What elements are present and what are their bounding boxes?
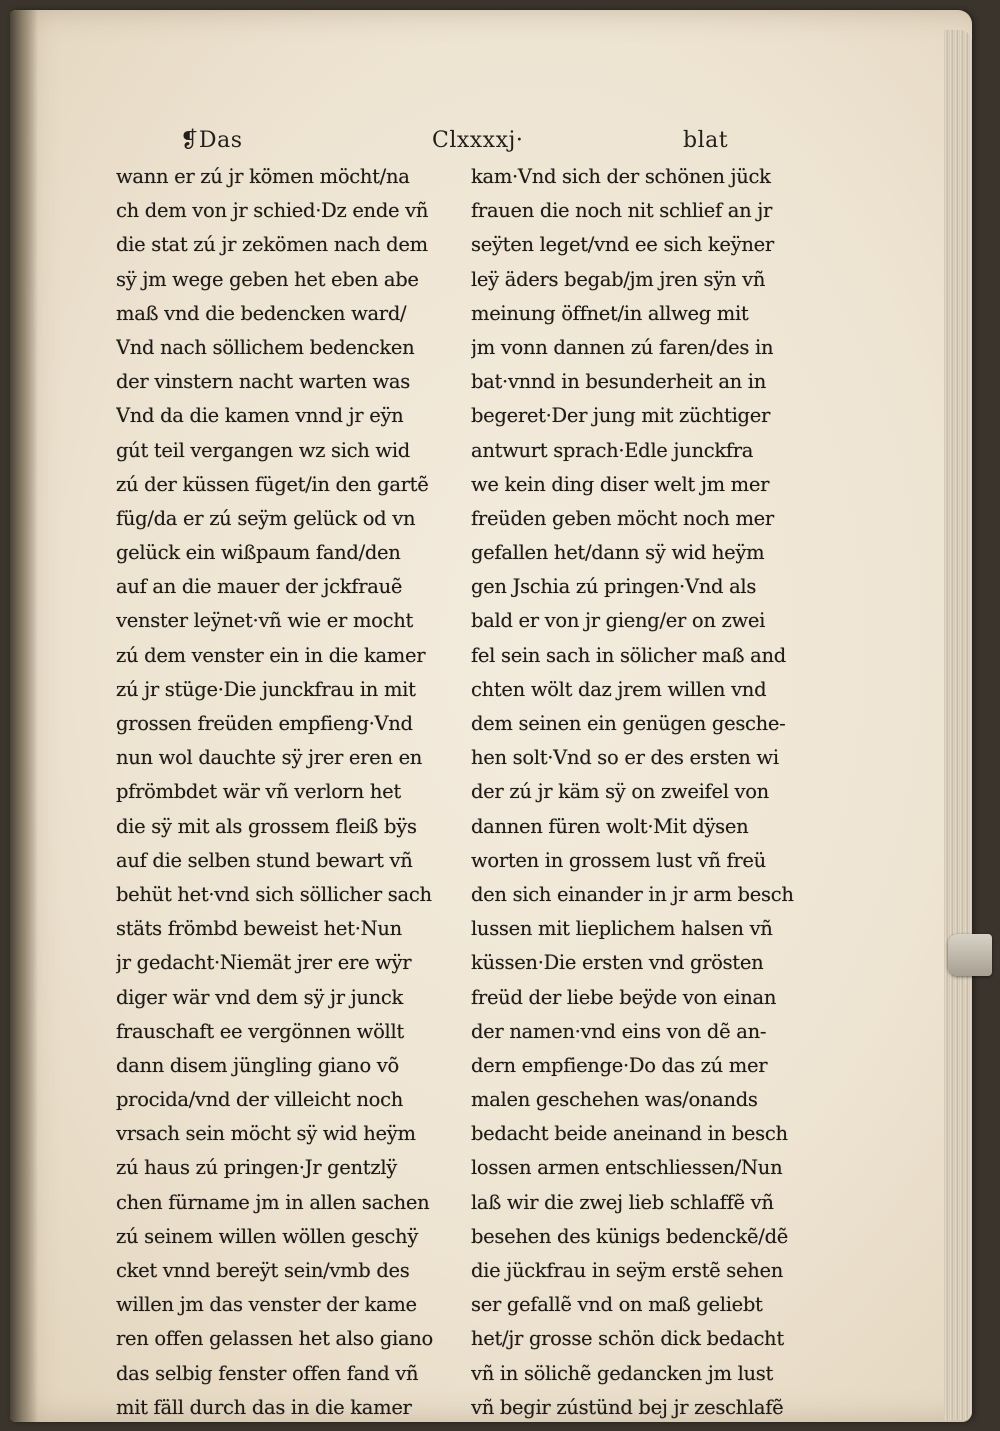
text-line: bedacht beide aneinand in besch [471, 1122, 788, 1146]
text-line: Vnd nach söllichem bedencken [116, 335, 415, 359]
text-line: leÿ äders begab/jm jren sÿn vñ [471, 267, 766, 291]
text-line: freüden geben möcht noch mer [471, 506, 774, 530]
text-line: vrsach sein möcht sÿ wid heÿm [116, 1122, 416, 1146]
text-line: die sÿ mit als grossem fleiß bÿs [116, 814, 417, 838]
page-edges [944, 30, 972, 1420]
text-line: chen fürname jm in allen sachen [116, 1190, 430, 1214]
text-line: het/jr grosse schön dick bedacht [471, 1327, 784, 1351]
text-line: malen geschehen was/onands [471, 1088, 758, 1112]
text-line: jr gedacht·Niemät jrer ere wÿr [116, 951, 412, 975]
text-line: das selbig fenster offen fand vñ [116, 1361, 419, 1385]
text-line: zú der küssen füget/in den gartẽ [116, 472, 429, 496]
book-gutter [10, 10, 38, 1422]
page-clip [948, 934, 992, 976]
text-line: Vnd da die kamen vnnd jr eÿn [116, 404, 404, 428]
header-right: blat [683, 128, 729, 153]
text-line: gelück ein wißpaum fand/den [116, 541, 401, 565]
folio-number: Clxxxxj· [432, 128, 524, 153]
text-line: frauschaft ee vergönnen wöllt [116, 1019, 404, 1043]
text-line: ser gefallẽ vnd on maß geliebt [471, 1293, 763, 1317]
text-line: vñ in sölichẽ gedancken jm lust [471, 1361, 774, 1385]
text-line: diger wär vnd dem sÿ jr junck [116, 985, 404, 1009]
text-line: freüd der liebe beÿde von einan [471, 985, 777, 1009]
text-line: jm vonn dannen zú faren/des in [471, 335, 774, 359]
text-line: gen Jschia zú pringen·Vnd als [471, 575, 757, 599]
text-line: pfrömbdet wär vñ verlorn het [116, 780, 401, 804]
text-line: procida/vnd der villeicht noch [116, 1088, 403, 1112]
text-line: antwurt sprach·Edle junckfra [471, 438, 754, 462]
text-line: dem seinen ein genügen gesche- [471, 712, 786, 735]
text-line: zú seinem willen wöllen geschÿ [116, 1224, 419, 1248]
text-line: ch dem von jr schied·Dz ende vñ [116, 199, 429, 223]
text-line: hen solt·Vnd so er des ersten wi [471, 746, 779, 770]
text-line: chten wölt daz jrem willen vnd [471, 677, 767, 701]
text-line: füg/da er zú seÿm gelück od vn [116, 506, 416, 530]
text-line: nun wol dauchte sÿ jrer eren en [116, 746, 423, 770]
text-line: ren offen gelassen het also giano [116, 1327, 433, 1351]
text-line: auf die selben stund bewart vñ [116, 848, 413, 872]
left-text-column [116, 160, 454, 1425]
text-line: worten in grossem lust vñ freü [471, 848, 766, 872]
text-line: sÿ jm wege geben het eben abe [116, 267, 419, 291]
text-line: frauen die noch nit schlief an jr [471, 199, 773, 223]
text-line: cket vnnd bereÿt sein/vmb des [116, 1259, 410, 1282]
text-line: we kein ding diser welt jm mer [471, 472, 770, 496]
text-line: küssen·Die ersten vnd grösten [471, 951, 764, 975]
text-line: dann disem jüngling giano võ [116, 1053, 399, 1077]
text-line: stäts frömbd beweist het·Nun [116, 917, 402, 941]
text-line: lussen mit lieplichem halsen vñ [471, 917, 773, 941]
text-line: dern empfienge·Do das zú mer [471, 1053, 768, 1077]
text-line: bat·vnnd in besunderheit an in [471, 370, 766, 394]
text-line: grossen freüden empfieng·Vnd [116, 712, 413, 735]
header-left: ❡Das [180, 128, 243, 153]
text-line: auf an die mauer der jckfrauẽ [116, 575, 403, 599]
text-line: besehen des künigs bedenckẽ/dẽ [471, 1224, 788, 1248]
text-line: die stat zú jr zekömen nach dem [116, 233, 428, 257]
text-line: zú jr stüge·Die junckfrau in mit [116, 677, 416, 701]
text-line: der vinstern nacht warten was [116, 370, 410, 394]
text-line: laß wir die zwej lieb schlaffẽ vñ [471, 1190, 774, 1214]
text-line: meinung öffnet/in allweg mit [471, 301, 749, 325]
text-line: dannen füren wolt·Mit dÿsen [471, 814, 749, 838]
text-line: vñ begir zústünd bej jr zeschlafẽ [471, 1395, 784, 1419]
text-line: der zú jr käm sÿ on zweifel von [471, 780, 769, 804]
text-line: zú haus zú pringen·Jr gentzlÿ [116, 1156, 397, 1180]
text-line: lossen armen entschliessen/Nun [471, 1156, 783, 1180]
text-line: begeret·Der jung mit züchtiger [471, 404, 770, 428]
text-line: maß vnd die bedencken ward/ [116, 301, 407, 325]
text-line: wann er zú jr kömen möcht/na [116, 165, 410, 188]
text-line: bald er von jr gieng/er on zwei [471, 609, 766, 633]
text-line: der namen·vnd eins von dẽ an- [471, 1019, 767, 1043]
text-line: mit fäll durch das in die kamer [116, 1395, 412, 1419]
text-line: fel sein sach in sölicher maß and [471, 643, 786, 667]
text-line: behüt het·vnd sich söllicher sach [116, 882, 432, 906]
right-text-column [471, 160, 801, 1425]
text-line: willen jm das venster der kame [116, 1293, 417, 1317]
text-line: den sich einander in jr arm besch [471, 882, 794, 906]
text-line: venster leÿnet·vñ wie er mocht [116, 609, 413, 633]
text-line: die jückfrau in seÿm erstẽ sehen [471, 1259, 784, 1282]
text-line: gefallen het/dann sÿ wid heÿm [471, 541, 765, 565]
text-line: zú dem venster ein in die kamer [116, 643, 426, 667]
running-header [0, 128, 1000, 158]
text-line: seÿten leget/vnd ee sich keÿner [471, 233, 774, 257]
text-line: gút teil vergangen wz sich wid [116, 438, 410, 462]
text-line: kam·Vnd sich der schönen jück [471, 165, 771, 188]
